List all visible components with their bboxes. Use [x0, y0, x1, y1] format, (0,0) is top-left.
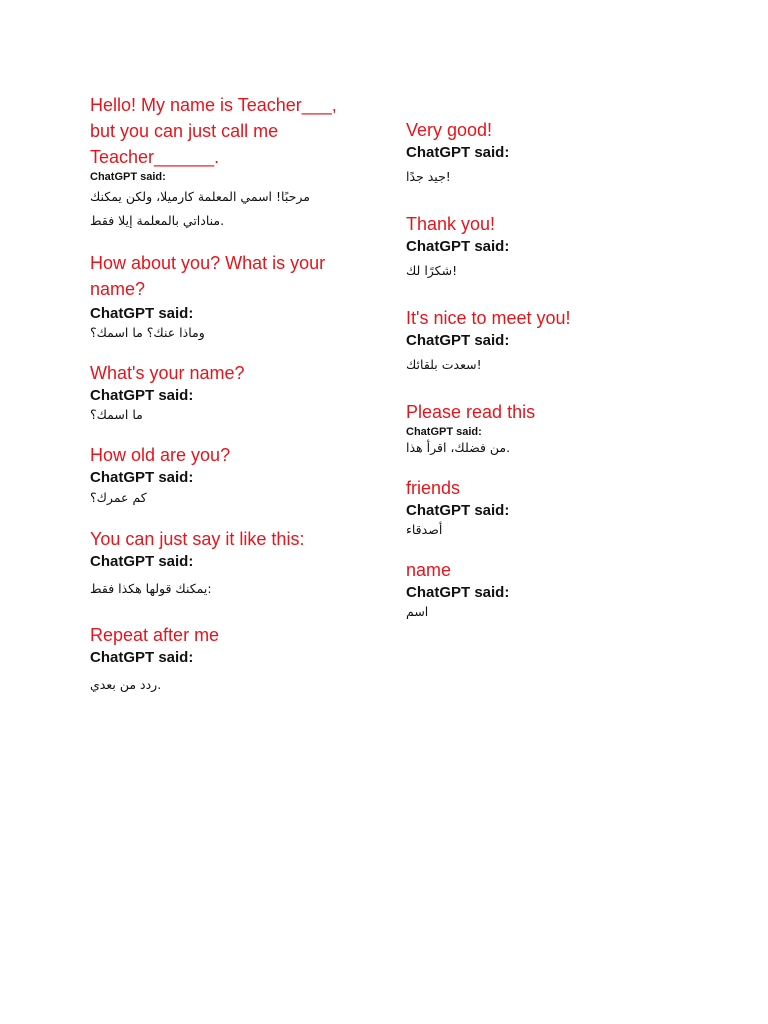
arabic-line: ردد من بعدي.	[90, 677, 162, 692]
arabic-translation	[406, 257, 666, 285]
chatgpt-label: ChatGPT said:	[406, 426, 482, 438]
english-phrase: Hello! My name is Teacher___, but you can just call me Teacher______.	[90, 95, 337, 167]
entry-whats-your-name	[90, 360, 360, 424]
arabic-translation	[90, 488, 360, 508]
entry-friends	[406, 475, 666, 539]
chatgpt-label: ChatGPT said:	[406, 584, 510, 601]
entry-thank-you	[406, 211, 666, 285]
chatgpt-label: ChatGPT said:	[406, 144, 510, 161]
arabic-translation	[406, 351, 666, 379]
arabic-line: سعدت بلقائك!	[406, 357, 482, 372]
chatgpt-label: ChatGPT said:	[90, 649, 194, 666]
arabic-line: وماذا عنك؟ ما اسمك؟	[90, 325, 205, 340]
arabic-translation	[406, 521, 666, 539]
arabic-line: من فضلك، اقرأ هذا.	[406, 440, 511, 455]
arabic-line: مناداتي بالمعلمة إيلا فقط.	[90, 213, 225, 228]
arabic-translation	[406, 163, 666, 191]
arabic-line: اسم	[406, 604, 429, 619]
entry-hello	[90, 92, 360, 236]
arabic-translation	[90, 184, 360, 236]
arabic-line: كم عمرك؟	[90, 490, 147, 505]
arabic-line: يمكنك قولها هكذا فقط:	[90, 581, 212, 596]
english-phrase: friends	[406, 478, 461, 498]
arabic-translation	[90, 572, 360, 606]
left-column	[90, 92, 360, 702]
chatgpt-label: ChatGPT said:	[406, 502, 510, 519]
chatgpt-label: ChatGPT said:	[406, 238, 510, 255]
arabic-line: ما اسمك؟	[90, 407, 143, 422]
arabic-translation	[406, 603, 666, 621]
entry-name	[406, 557, 666, 621]
english-phrase: What's your name?	[90, 363, 245, 383]
english-phrase: Please read this	[406, 402, 536, 422]
chatgpt-label: ChatGPT said:	[90, 387, 194, 404]
english-phrase: How about you? What is your name?	[90, 253, 326, 299]
entry-how-old	[90, 442, 360, 508]
entry-say-it-like-this	[90, 526, 360, 606]
english-phrase: Repeat after me	[90, 625, 220, 645]
arabic-line: جيد جدًا!	[406, 169, 451, 184]
arabic-translation	[90, 406, 360, 424]
entry-very-good	[406, 117, 666, 191]
english-phrase: Thank you!	[406, 214, 496, 234]
chatgpt-label: ChatGPT said:	[90, 553, 194, 570]
entry-please-read-this	[406, 399, 666, 457]
arabic-translation	[406, 439, 666, 457]
entry-repeat-after-me	[90, 622, 360, 702]
right-column	[406, 117, 666, 621]
chatgpt-label: ChatGPT said:	[90, 469, 194, 486]
english-phrase: How old are you?	[90, 445, 231, 465]
english-phrase: You can just say it like this:	[90, 529, 305, 549]
arabic-line: شكرًا لك!	[406, 263, 458, 278]
english-phrase: name	[406, 560, 452, 580]
arabic-line: مرحبًا! اسمي المعلمة كارميلا، ولكن يمكنك	[90, 189, 310, 204]
english-phrase: Very good!	[406, 120, 493, 140]
entry-nice-to-meet-you	[406, 305, 666, 379]
english-phrase: It's nice to meet you!	[406, 308, 571, 328]
entry-how-about-you	[90, 250, 360, 342]
chatgpt-label: ChatGPT said:	[90, 305, 194, 322]
chatgpt-label: ChatGPT said:	[406, 332, 510, 349]
arabic-line: أصدقاء	[406, 522, 443, 537]
arabic-translation	[90, 668, 360, 702]
chatgpt-label: ChatGPT said:	[90, 171, 166, 183]
arabic-translation	[90, 324, 360, 342]
